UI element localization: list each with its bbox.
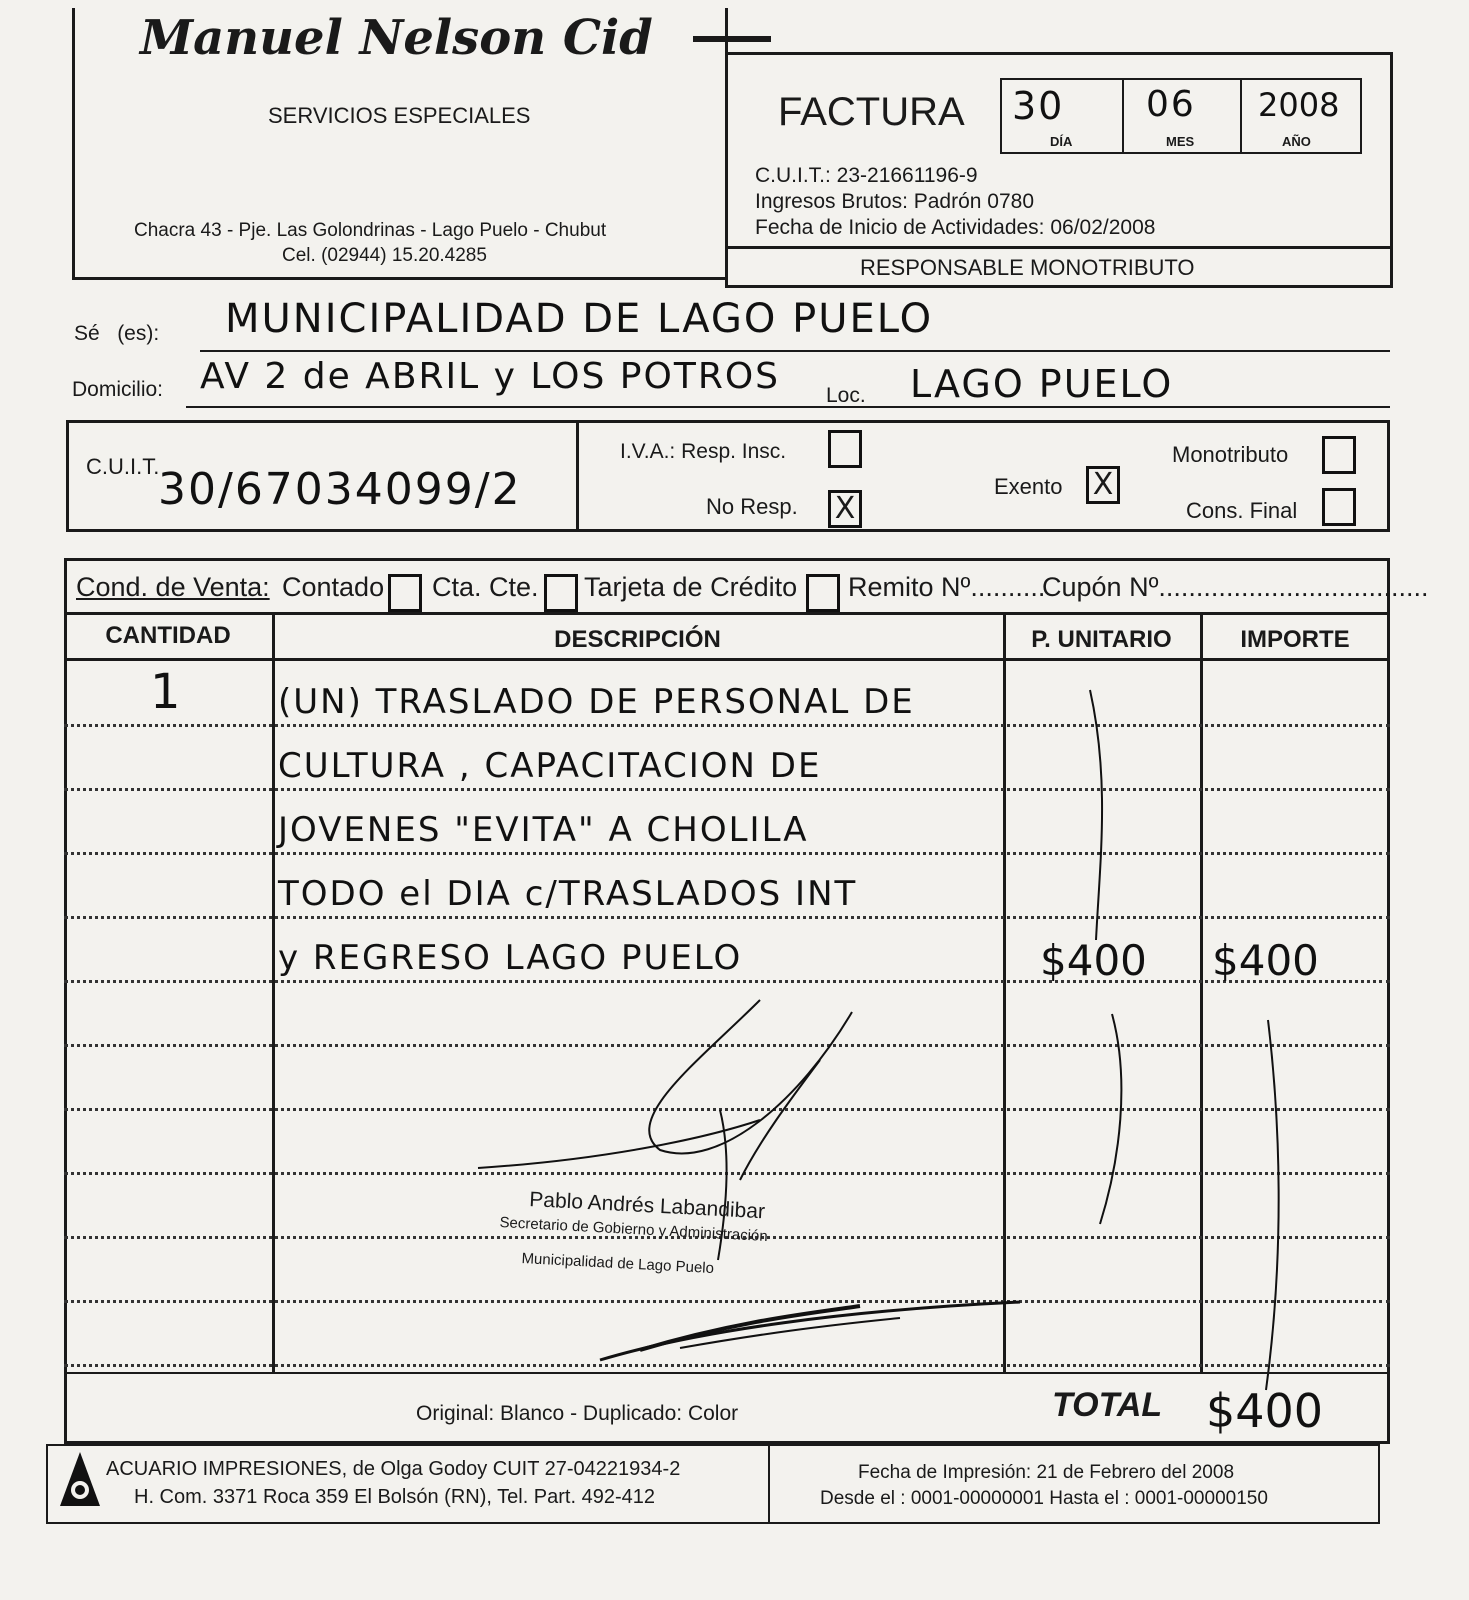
item-description-line-3: JOVENES "EVITA" A CHOLILA xyxy=(278,810,809,850)
sale-conditions-label: Cond. de Venta: xyxy=(76,572,270,602)
item-amount: $400 xyxy=(1212,936,1319,985)
business-name: Manuel Nelson Cid xyxy=(140,10,653,66)
client-locality-value: LAGO PUELO xyxy=(910,362,1174,406)
sale-contado-label: Contado xyxy=(282,572,385,602)
client-name-value: MUNICIPALIDAD DE LAGO PUELO xyxy=(225,296,934,342)
date-year: 2008 xyxy=(1258,86,1340,124)
copies-note: Original: Blanco - Duplicado: Color xyxy=(416,1402,739,1425)
item-unit-price: $400 xyxy=(1040,936,1147,985)
business-address: Chacra 43 - Pje. Las Golondrinas - Lago Puelo - Chubut xyxy=(134,220,607,241)
date-month-label: MES xyxy=(1166,134,1195,149)
iva-resp-insc-label: I.V.A.: Resp. Insc. xyxy=(620,440,787,463)
print-date: Fecha de Impresión: 21 de Febrero del 2008 xyxy=(858,1462,1235,1483)
sale-cupon-label: Cupón Nº.................................... xyxy=(1042,572,1429,602)
header-p-unitario: P. UNITARIO xyxy=(1031,626,1172,653)
client-locality-label: Loc. xyxy=(826,384,866,407)
exento-checkbox[interactable]: X xyxy=(1086,466,1120,504)
no-resp-checkbox[interactable]: X xyxy=(828,490,862,528)
stamp-name: Pablo Andrés Labandibar xyxy=(528,1188,766,1224)
issuer-tax-status: RESPONSABLE MONOTRIBUTO xyxy=(860,255,1195,280)
printer-logo-icon xyxy=(58,1450,102,1510)
footer-frame xyxy=(46,1444,1380,1524)
no-resp-label: No Resp. xyxy=(706,494,798,519)
total-label: TOTAL xyxy=(1052,1386,1163,1424)
monotributo-label: Monotributo xyxy=(1172,442,1289,467)
business-phone: Cel. (02944) 15.20.4285 xyxy=(282,245,487,266)
item-description-line-1: (UN) TRASLADO DE PERSONAL DE xyxy=(278,682,915,722)
stamp-org: Municipalidad de Lago Puelo xyxy=(521,1250,715,1278)
client-address-label: Domicilio: xyxy=(72,378,164,401)
item-description-line-4: TODO el DIA c/TRASLADOS INT xyxy=(278,874,858,914)
print-range: Desde el : 0001-00000001 Hasta el : 0001-00000150 xyxy=(820,1488,1268,1509)
client-name-label: Sé (es): xyxy=(74,322,160,345)
exento-label: Exento xyxy=(994,474,1063,499)
date-day: 30 xyxy=(1012,84,1065,128)
sale-tarjeta-label: Tarjeta de Crédito xyxy=(584,572,798,602)
item-description-line-2: CULTURA , CAPACITACION DE xyxy=(278,746,822,786)
sale-cta-cte-label: Cta. Cte. xyxy=(432,572,539,602)
total-row-top xyxy=(64,1372,1390,1374)
issuer-inicio-actividades: Fecha de Inicio de Actividades: 06/02/2008 xyxy=(755,216,1156,239)
stamp-title: Secretario de Gobierno y Administración xyxy=(499,1214,769,1246)
printer-line-2: H. Com. 3371 Roca 359 El Bolsón (RN), Tel. Part. 492-412 xyxy=(134,1486,655,1508)
date-day-label: DÍA xyxy=(1050,134,1073,149)
printer-line-1: ACUARIO IMPRESIONES, de Olga Godoy CUIT 27-04221934-2 xyxy=(106,1458,681,1480)
doc-type-title: FACTURA xyxy=(778,90,965,134)
client-cuit-label: C.U.I.T. xyxy=(86,454,160,479)
header-cantidad: CANTIDAD xyxy=(105,622,231,649)
header-descripcion: DESCRIPCIÓN xyxy=(554,626,721,653)
footer-divider xyxy=(768,1444,770,1524)
cons-final-label: Cons. Final xyxy=(1186,498,1298,523)
sale-remito-label: Remito Nº.......... xyxy=(848,572,1046,602)
client-address-value: AV 2 de ABRIL y LOS POTROS xyxy=(200,356,781,397)
header-importe: IMPORTE xyxy=(1240,626,1350,653)
issuer-ingresos-brutos: Ingresos Brutos: Padrón 0780 xyxy=(755,190,1035,213)
item-quantity: 1 xyxy=(150,664,183,720)
business-subtitle: SERVICIOS ESPECIALES xyxy=(268,103,531,128)
item-description-line-5: y REGRESO LAGO PUELO xyxy=(278,938,743,978)
date-month: 06 xyxy=(1146,84,1196,125)
client-cuit-value: 30/67034099/2 xyxy=(158,464,522,515)
total-value: $400 xyxy=(1206,1384,1324,1438)
issuer-cuit: C.U.I.T.: 23-21661196-9 xyxy=(755,164,978,187)
date-year-label: AÑO xyxy=(1282,134,1311,149)
